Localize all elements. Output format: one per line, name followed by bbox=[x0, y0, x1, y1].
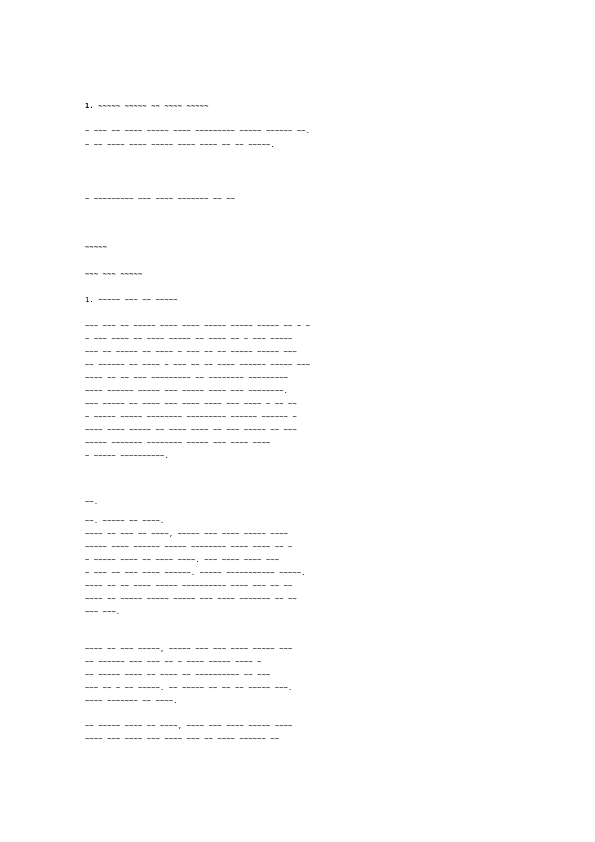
paragraph-line: ~~~ ~~~. bbox=[85, 608, 121, 616]
paragraph-2 bbox=[85, 496, 513, 509]
paragraph-line: ~~~ ~~ ~ ~~ ~~~~~. ~~ ~~~~~ ~~ ~~ ~~ ~~~~~ ~~~. bbox=[85, 684, 293, 692]
paragraph-4 bbox=[85, 643, 513, 708]
paragraph-3 bbox=[85, 515, 513, 619]
paragraph-line: ~ ~~~ ~~ ~~~ ~~~~ ~~~~~~. ~~~~~ ~~~~~~~~~~~ ~~~~~. bbox=[85, 569, 306, 577]
section-subtitle: 1. ~~~~~ ~~~ ~~ ~~~~~ bbox=[85, 296, 178, 304]
paragraph-line: ~~~~ ~~ ~~~ ~~ ~~~~, ~~~~~ ~~~ ~~~~ ~~~~~ ~~~~ bbox=[85, 530, 289, 538]
paragraph-line: ~~~~ ~~ ~~~ ~~~~~, ~~~~~ ~~~ ~~~ ~~~~ ~~~~~ ~~~ bbox=[85, 645, 293, 653]
header-line-3: ~ ~~ ~~~~ ~~~~ ~~~~~ ~~~~ ~~~~ ~~ ~~ ~~~~~. bbox=[85, 141, 275, 149]
header-line-4: ~ ~~~~~~~~~ ~~~ ~~~~ ~~~~~~~ ~~ ~~ bbox=[85, 195, 236, 203]
paragraph-line: ~ ~~~~~ ~~~~ ~~ ~~~~ ~~~~. ~~~ ~~~~ ~~~~ ~~~ bbox=[85, 556, 280, 564]
paragraph-line: ~~~~ ~~~ ~~~~ ~~~ ~~~~ ~~~ ~~ ~~~~ ~~~~~~ ~~ bbox=[85, 735, 280, 743]
paragraph-line: ~~. ~~~~~ ~~ ~~~~. bbox=[85, 517, 165, 525]
paragraph-1 bbox=[85, 320, 513, 463]
paragraph-line: ~~ ~~~~~ ~~~~ ~~ ~~~~, ~~~~ ~~~ ~~~~ ~~~~~ ~~~~ bbox=[85, 722, 293, 730]
paragraph-line: ~~ ~~~~~~ ~~ ~~~~ ~ ~~~ ~~ ~~ ~~~~ ~~~~~~ ~~~~~ ~~~ bbox=[85, 361, 311, 369]
section-label: ~~~~~ bbox=[85, 243, 108, 251]
paragraph-line: ~~ ~~~~~~ ~~~ ~~~ ~~ ~ ~~~~ ~~~~~ ~~~~ ~ bbox=[85, 658, 262, 666]
paragraph-line: ~ ~~~~~ ~~~~~ ~~~~~~~~ ~~~~~~~~~ ~~~~~~ ~~~~~~ ~ bbox=[85, 413, 297, 421]
paragraph-line: ~~~ ~~ ~~~~~ ~~ ~~~~ ~ ~~~ ~~ ~~ ~~~~~ ~~~~~ ~~~ bbox=[85, 348, 297, 356]
paragraph-line: ~~~~ ~~ ~~ ~~~~ ~~~~~ ~~~~~~~~~~ ~~~~ ~~~ ~~ ~~ bbox=[85, 582, 293, 590]
paragraph-line: ~~~ ~~~~~ ~~ ~~~~ ~~~ ~~~~ ~~~~ ~~~ ~~~~ ~ ~~ ~~ bbox=[85, 400, 297, 408]
paragraph-5 bbox=[85, 720, 513, 746]
header-line-1: 1. ~~~~~ ~~~~~ ~~ ~~~~ ~~~~~ bbox=[85, 102, 209, 110]
header-line-2: ~ ~~~ ~~ ~~~~ ~~~~~ ~~~~ ~~~~~~~~~ ~~~~~ ~~~~~~ ~~. bbox=[85, 127, 311, 135]
paragraph-line: ~~~~ ~~ ~~~~~ ~~~~~ ~~~~~ ~~~ ~~~~ ~~~~~~~ ~~ ~~ bbox=[85, 595, 297, 603]
paragraph-line: ~~~~ ~~~~~~~ ~~ ~~~~. bbox=[85, 697, 178, 705]
paragraph-line: ~~ ~~~~~ ~~~~ ~~ ~~~~ ~~ ~~~~~~~~~~ ~~ ~~~ bbox=[85, 671, 271, 679]
paragraph-line: ~~~~ ~~~~~~ ~~~~~ ~~~ ~~~~~ ~~~~ ~~~ ~~~~~~~~. bbox=[85, 387, 289, 395]
paragraph-line: ~~~ ~~~ ~~ ~~~~~ ~~~~ ~~~~ ~~~~~ ~~~~~ ~~~~~ ~~ ~ ~ bbox=[85, 322, 311, 330]
paragraph-line: ~~~~~ ~~~~~~~ ~~~~~~~~ ~~~~~ ~~~ ~~~~ ~~~~ bbox=[85, 439, 271, 447]
paragraph-line: ~ ~~~ ~~~~ ~~ ~~~~ ~~~~~ ~~ ~~~~ ~~ ~ ~~~ ~~~~~ bbox=[85, 335, 293, 343]
section-title: ~~~ ~~~ ~~~~~ bbox=[85, 270, 143, 278]
paragraph-line: ~~~~ ~~~~ ~~~~~ ~~ ~~~~ ~~~~ ~~ ~~~ ~~~~~ ~~ ~~~ bbox=[85, 426, 297, 434]
paragraph-line: ~~~~ ~~ ~~ ~~~ ~~~~~~~~~ ~~ ~~~~~~~~ ~~~~~~~~~ bbox=[85, 374, 289, 382]
paragraph-line: ~~~~~ ~~~~ ~~~~~~ ~~~~~ ~~~~~~~~ ~~~~ ~~~~ ~~ ~ bbox=[85, 543, 293, 551]
paragraph-line: ~ ~~~~~ ~~~~~~~~~~. bbox=[85, 452, 169, 460]
paragraph-line: ~~. bbox=[85, 498, 99, 506]
